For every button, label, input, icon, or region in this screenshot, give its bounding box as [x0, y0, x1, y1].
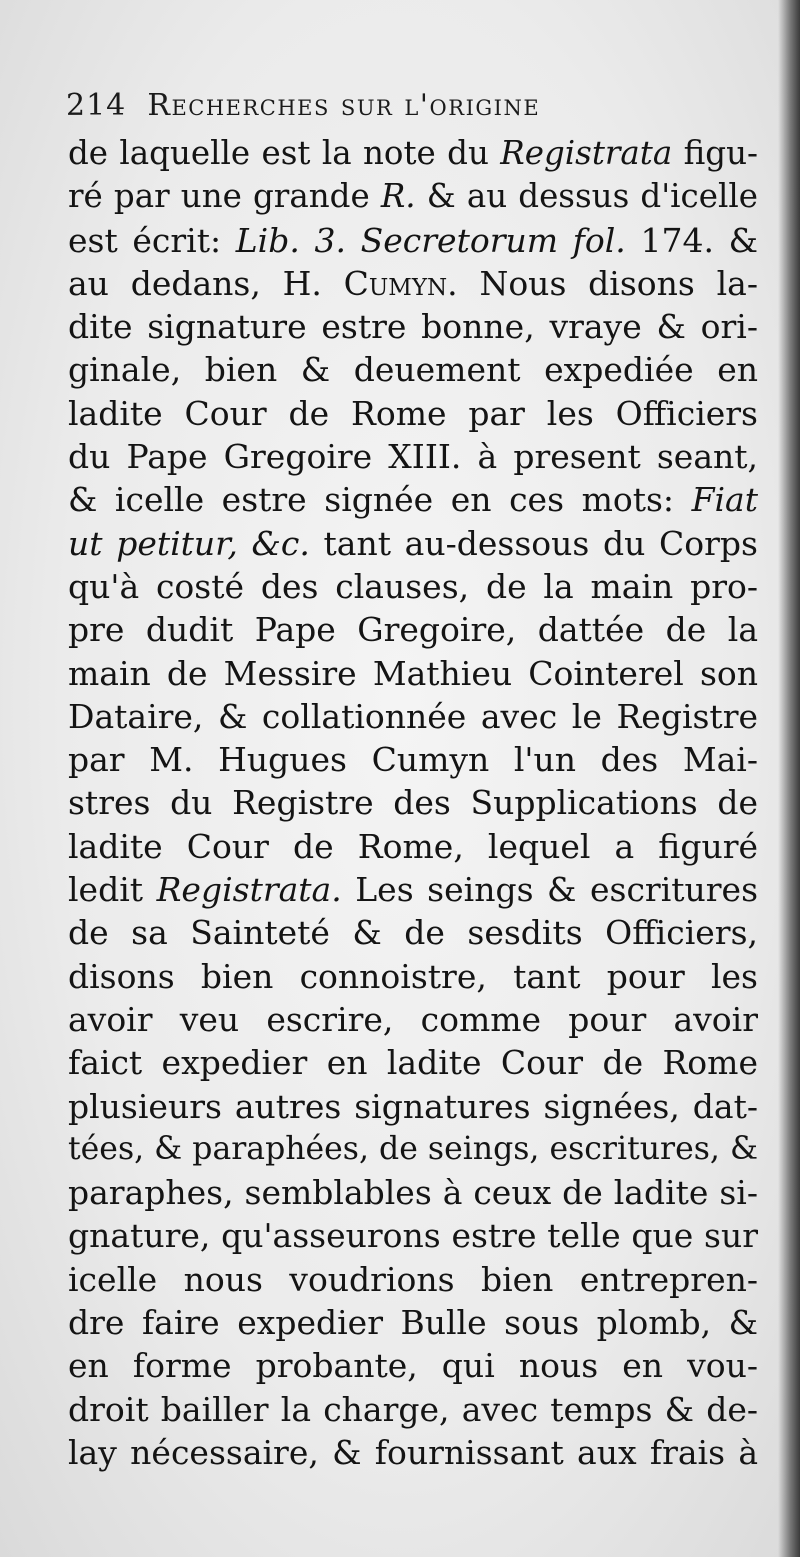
text-segment: dre faire expedier Bulle sous plomb, &	[68, 1303, 758, 1343]
text-segment: au dedans, H.	[68, 263, 344, 303]
text-line	[68, 1431, 758, 1474]
italic-text: Fiat	[691, 480, 758, 520]
text-segment: ginale, bien & deuement expediée en	[68, 350, 758, 390]
text-line	[68, 825, 758, 868]
text-line	[68, 175, 758, 218]
text-line	[68, 998, 758, 1041]
italic-text: ut petitur, &c.	[68, 523, 310, 563]
text-segment: plusieurs autres signatures signées, dat-	[68, 1086, 758, 1126]
text-segment: 174. &	[625, 220, 758, 260]
text-segment: . Nous disons la-	[447, 263, 758, 303]
text-segment: de laquelle est la note du	[68, 134, 501, 172]
text-line	[68, 132, 758, 175]
text-segment: est écrit:	[68, 220, 236, 260]
text-segment: avoir veu escrire, comme pour avoir	[68, 999, 758, 1039]
text-segment: ré par une grande	[68, 177, 381, 216]
text-segment: pre dudit Pape Gregoire, dattée de la	[68, 610, 758, 650]
text-line	[68, 955, 758, 998]
running-title: Recherches sur l'origine	[147, 88, 541, 123]
text-segment: paraphes, semblables à ceux de ladite si-	[68, 1173, 758, 1213]
page-binding-shadow	[778, 0, 800, 1557]
text-segment: tées, & paraphées, de seings, escritures, &	[68, 1130, 758, 1167]
text-segment: main de Messire Mathieu Cointerel son	[68, 653, 758, 693]
italic-text: Registrata	[500, 134, 673, 172]
body-text	[68, 132, 758, 1474]
text-line	[68, 608, 758, 651]
text-segment: stres du Registre des Supplications de	[68, 783, 758, 823]
text-segment: lay nécessaire, & fournissant aux frais à	[68, 1432, 758, 1472]
text-line	[68, 1041, 758, 1084]
text-line	[68, 522, 758, 565]
text-segment: du Pape Gregoire XIII. à present seant,	[68, 437, 758, 477]
text-line	[68, 1258, 758, 1301]
text-segment: ledit	[68, 870, 157, 910]
text-segment: ladite Cour de Rome, lequel a figuré	[68, 826, 758, 866]
text-line	[68, 1214, 758, 1257]
text-line	[68, 1171, 758, 1214]
text-line	[68, 652, 758, 695]
text-line	[68, 868, 758, 911]
text-segment: & icelle estre signée en ces mots:	[68, 480, 692, 520]
italic-text: R.	[380, 177, 416, 216]
page-header	[66, 88, 686, 132]
text-line	[68, 348, 758, 391]
text-segment: qu'à costé des clauses, de la main pro-	[68, 566, 758, 606]
text-segment: gnature, qu'asseurons estre telle que sur	[68, 1216, 758, 1256]
text-segment: figu-	[672, 134, 758, 172]
text-segment: dite signature estre bonne, vraye & ori-	[68, 307, 758, 347]
text-line	[68, 1128, 758, 1171]
text-line	[68, 695, 758, 738]
text-segment: ladite Cour de Rome par les Officiers	[68, 393, 758, 433]
italic-text: Lib. 3. Secretorum fol.	[235, 220, 626, 260]
text-line	[68, 781, 758, 824]
italic-text: Registrata.	[156, 870, 342, 910]
text-line	[68, 911, 758, 954]
text-line	[68, 219, 758, 262]
text-segment: icelle nous voudrions bien entrepren-	[68, 1259, 758, 1299]
text-segment: Dataire, & collationnée avec le Registre	[68, 696, 758, 736]
text-segment: de sa Sainteté & de sesdits Officiers,	[68, 913, 758, 953]
text-line	[68, 1085, 758, 1128]
text-segment: disons bien connoistre, tant pour les	[68, 956, 758, 996]
page-number: 214	[66, 88, 127, 123]
text-segment: faict expedier en ladite Cour de Rome	[68, 1043, 758, 1083]
text-segment: tant au-dessous du Corps	[309, 523, 758, 563]
text-segment: & au dessus d'icelle	[415, 177, 758, 216]
small-caps-text: Cumyn	[343, 263, 448, 303]
text-segment: Les seings & escritures	[341, 870, 758, 910]
text-segment: en forme probante, qui nous en vou-	[68, 1346, 758, 1386]
text-line	[68, 392, 758, 435]
text-line	[68, 738, 758, 781]
text-segment: par M. Hugues Cumyn l'un des Mai-	[68, 740, 758, 780]
text-segment: droit bailler la charge, avec temps & de-	[68, 1389, 758, 1429]
text-line	[68, 565, 758, 608]
text-line	[68, 435, 758, 478]
text-line	[68, 1344, 758, 1387]
text-line	[68, 262, 758, 305]
text-line	[68, 305, 758, 348]
text-line	[68, 1388, 758, 1431]
text-line	[68, 478, 758, 521]
text-line	[68, 1301, 758, 1344]
